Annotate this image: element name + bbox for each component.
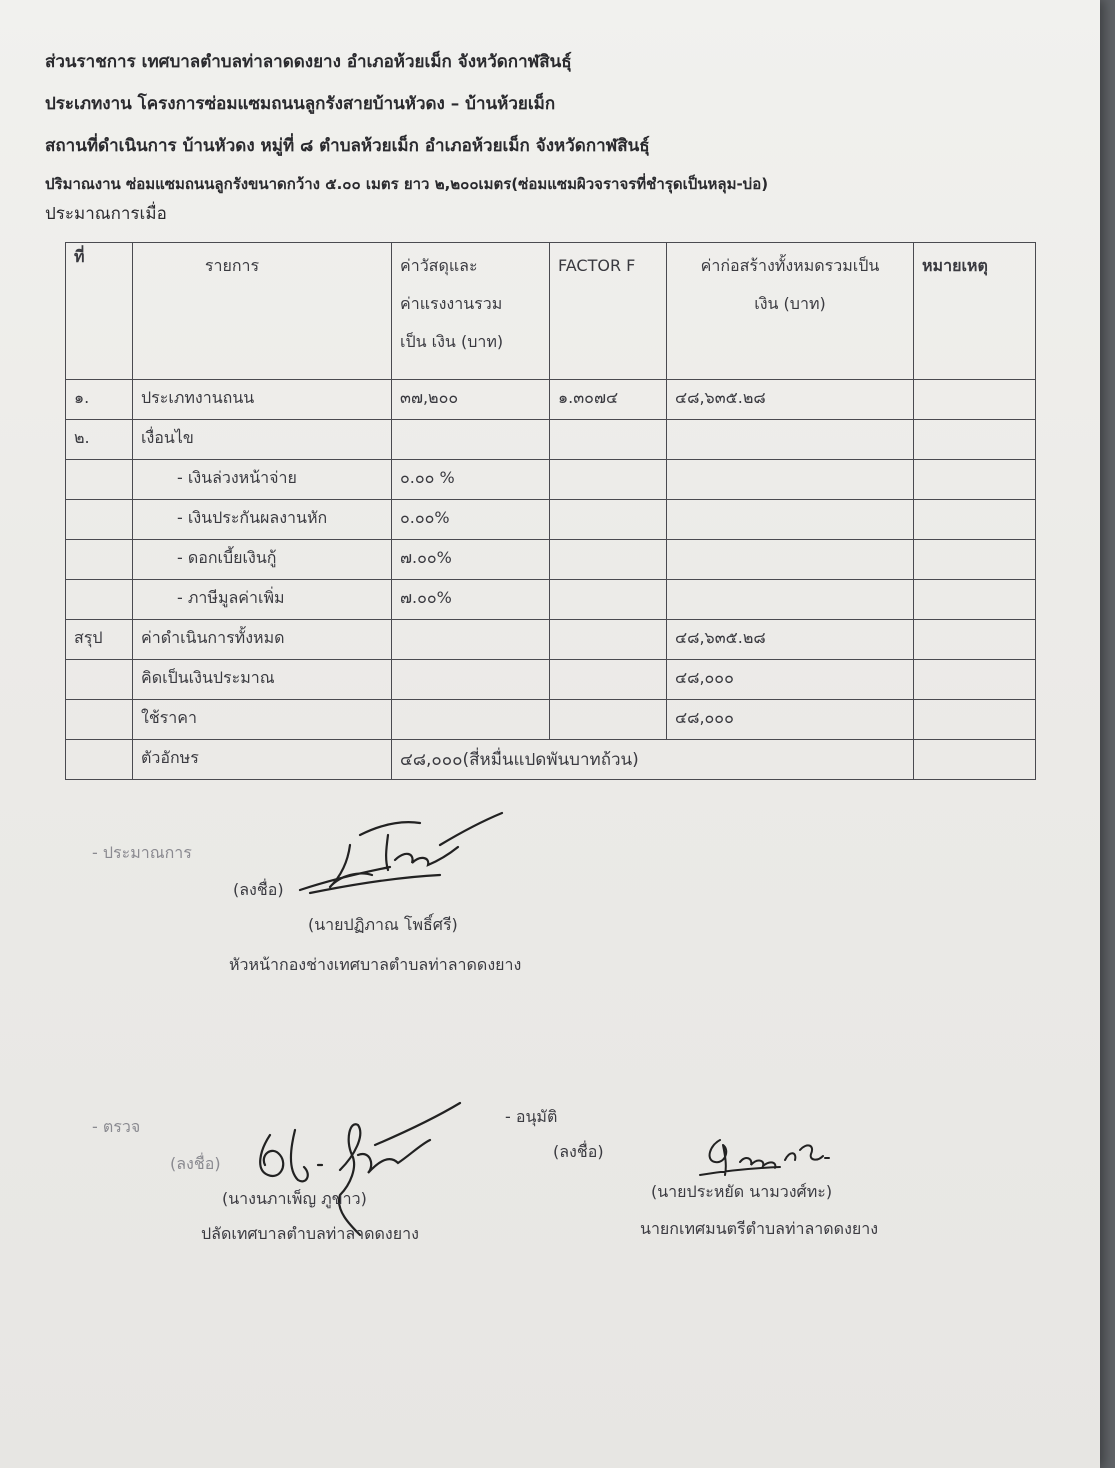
cell-remark [914,380,1036,420]
cell-factor [550,620,667,660]
approver-sign-label: (ลงชื่อ) [553,1142,604,1161]
cell-cost [392,660,550,700]
approver-position: นายกเทศมนตรีตำบลท่าลาดดงยาง [640,1219,879,1238]
table-header-row [66,243,1036,380]
table-row [66,620,1036,660]
cell-factor [550,700,667,740]
estimator-name: (นายปฏิภาณ โพธิ์ศรี) [308,915,458,934]
col-header-total-line1: ค่าก่อสร้างทั้งหมดรวมเป็น [700,256,880,275]
cell-factor [550,420,667,460]
cell-item: ใช้ราคา [133,700,392,740]
estimator-position: หัวหน้ากองช่างเทศบาลตำบลท่าลาดดงยาง [229,955,522,974]
cell-factor: ๑.๓๐๗๔ [550,380,667,420]
cell-remark [914,420,1036,460]
col-header-item: รายการ [133,243,392,380]
cell-item: ค่าดำเนินการทั้งหมด [133,620,392,660]
cell-item: ประเภทงานถนน [133,380,392,420]
cell-total [667,580,914,620]
col-header-no: ที่ [66,243,133,380]
checker-role: - ตรวจ [92,1117,141,1136]
cell-factor [550,660,667,700]
cell-no: สรุป [66,620,133,660]
cell-item: คิดเป็นเงินประมาณ [133,660,392,700]
table-row [66,700,1036,740]
table-row [66,580,1036,620]
header-estimate-date: ประมาณการเมื่อ [45,204,167,224]
cell-cost: ๗.๐๐% [392,580,550,620]
cell-total: ๔๘,๐๐๐ [667,660,914,700]
cell-item: เงื่อนไข [133,420,392,460]
checker-sign-label: (ลงชื่อ) [170,1154,221,1173]
header-agency: ส่วนราชการ เทศบาลตำบลท่าลาดดงยาง อำเภอห้วยเม็ก จังหวัดกาฬสินธุ์ [45,52,572,72]
estimator-sign-label: (ลงชื่อ) [233,880,284,899]
header-location: สถานที่ดำเนินการ บ้านหัวดง หมู่ที่ ๘ ตำบลห้วยเม็ก อำเภอห้วยเม็ก จังหวัดกาฬสินธุ์ [45,136,650,156]
cell-remark [914,460,1036,500]
cell-words-label: ตัวอักษร [133,740,392,780]
cell-remark [914,540,1036,580]
estimator-role: - ประมาณการ [92,843,192,862]
cell-item: - ดอกเบี้ยเงินกู้ [133,540,392,580]
estimator-signature [290,805,510,900]
cell-cost: ๓๗,๒๐๐ [392,380,550,420]
cell-cost: ๐.๐๐ % [392,460,550,500]
col-header-cost [392,243,550,380]
table-row [66,500,1036,540]
cell-cost [392,700,550,740]
cell-cost [392,620,550,660]
cell-total: ๔๘,๐๐๐ [667,700,914,740]
cell-total [667,420,914,460]
col-header-remark: หมายเหตุ [914,243,1036,380]
cell-factor [550,500,667,540]
col-header-cost-line3: เป็น เงิน (บาท) [400,332,504,351]
cell-cost: ๗.๐๐% [392,540,550,580]
cell-item: - เงินล่วงหน้าจ่าย [133,460,392,500]
cell-factor [550,580,667,620]
checker-name: (นางนภาเพ็ญ ภูขาว) [222,1189,367,1208]
cell-no [66,660,133,700]
cell-no [66,700,133,740]
cell-no [66,580,133,620]
approver-role: - อนุมัติ [505,1107,558,1126]
cell-cost [392,420,550,460]
col-header-cost-line2: ค่าแรงงานรวม [400,294,503,313]
cell-total [667,460,914,500]
cell-remark [914,660,1036,700]
cell-remark [914,700,1036,740]
cell-item: - ภาษีมูลค่าเพิ่ม [133,580,392,620]
cell-total [667,540,914,580]
checker-position: ปลัดเทศบาลตำบลท่าลาดดงยาง [201,1224,419,1243]
cell-no [66,460,133,500]
col-header-total-line2: เงิน (บาท) [754,294,826,313]
cell-total [667,500,914,540]
cell-no: ๑. [66,380,133,420]
cell-factor [550,460,667,500]
table-row-words [66,740,1036,780]
cell-words-value: ๔๘,๐๐๐(สี่หมื่นแปดพันบาทถ้วน) [392,740,914,780]
cell-remark [914,580,1036,620]
table-row [66,420,1036,460]
table-row [66,460,1036,500]
cell-no: ๒. [66,420,133,460]
cell-no [66,740,133,780]
cell-factor [550,540,667,580]
estimate-table [65,242,1036,780]
col-header-total [667,243,914,380]
cell-remark [914,620,1036,660]
cell-total: ๔๘,๖๓๕.๒๘ [667,620,914,660]
col-header-cost-line1: ค่าวัสดุและ [400,256,478,275]
cell-cost: ๐.๐๐% [392,500,550,540]
cell-no [66,500,133,540]
table-row [66,380,1036,420]
col-header-factor: FACTOR F [550,243,667,380]
cell-no [66,540,133,580]
header-quantity: ปริมาณงาน ซ่อมแซมถนนลูกรังขนาดกว้าง ๕.๐๐ เมตร ยาว ๒,๒๐๐เมตร(ซ่อมแซมผิวจราจรที่ชำรุดเป็นหลุม-บ่อ) [45,175,769,193]
header-work-type: ประเภทงาน โครงการซ่อมแซมถนนลูกรังสายบ้านหัวดง – บ้านห้วยเม็ก [45,94,556,114]
approver-name: (นายประหยัด นามวงศ์ทะ) [651,1182,833,1201]
cell-item: - เงินประกันผลงานหัก [133,500,392,540]
cell-remark [914,500,1036,540]
cell-total: ๔๘,๖๓๕.๒๘ [667,380,914,420]
cell-remark [914,740,1036,780]
table-row [66,660,1036,700]
table-row [66,540,1036,580]
